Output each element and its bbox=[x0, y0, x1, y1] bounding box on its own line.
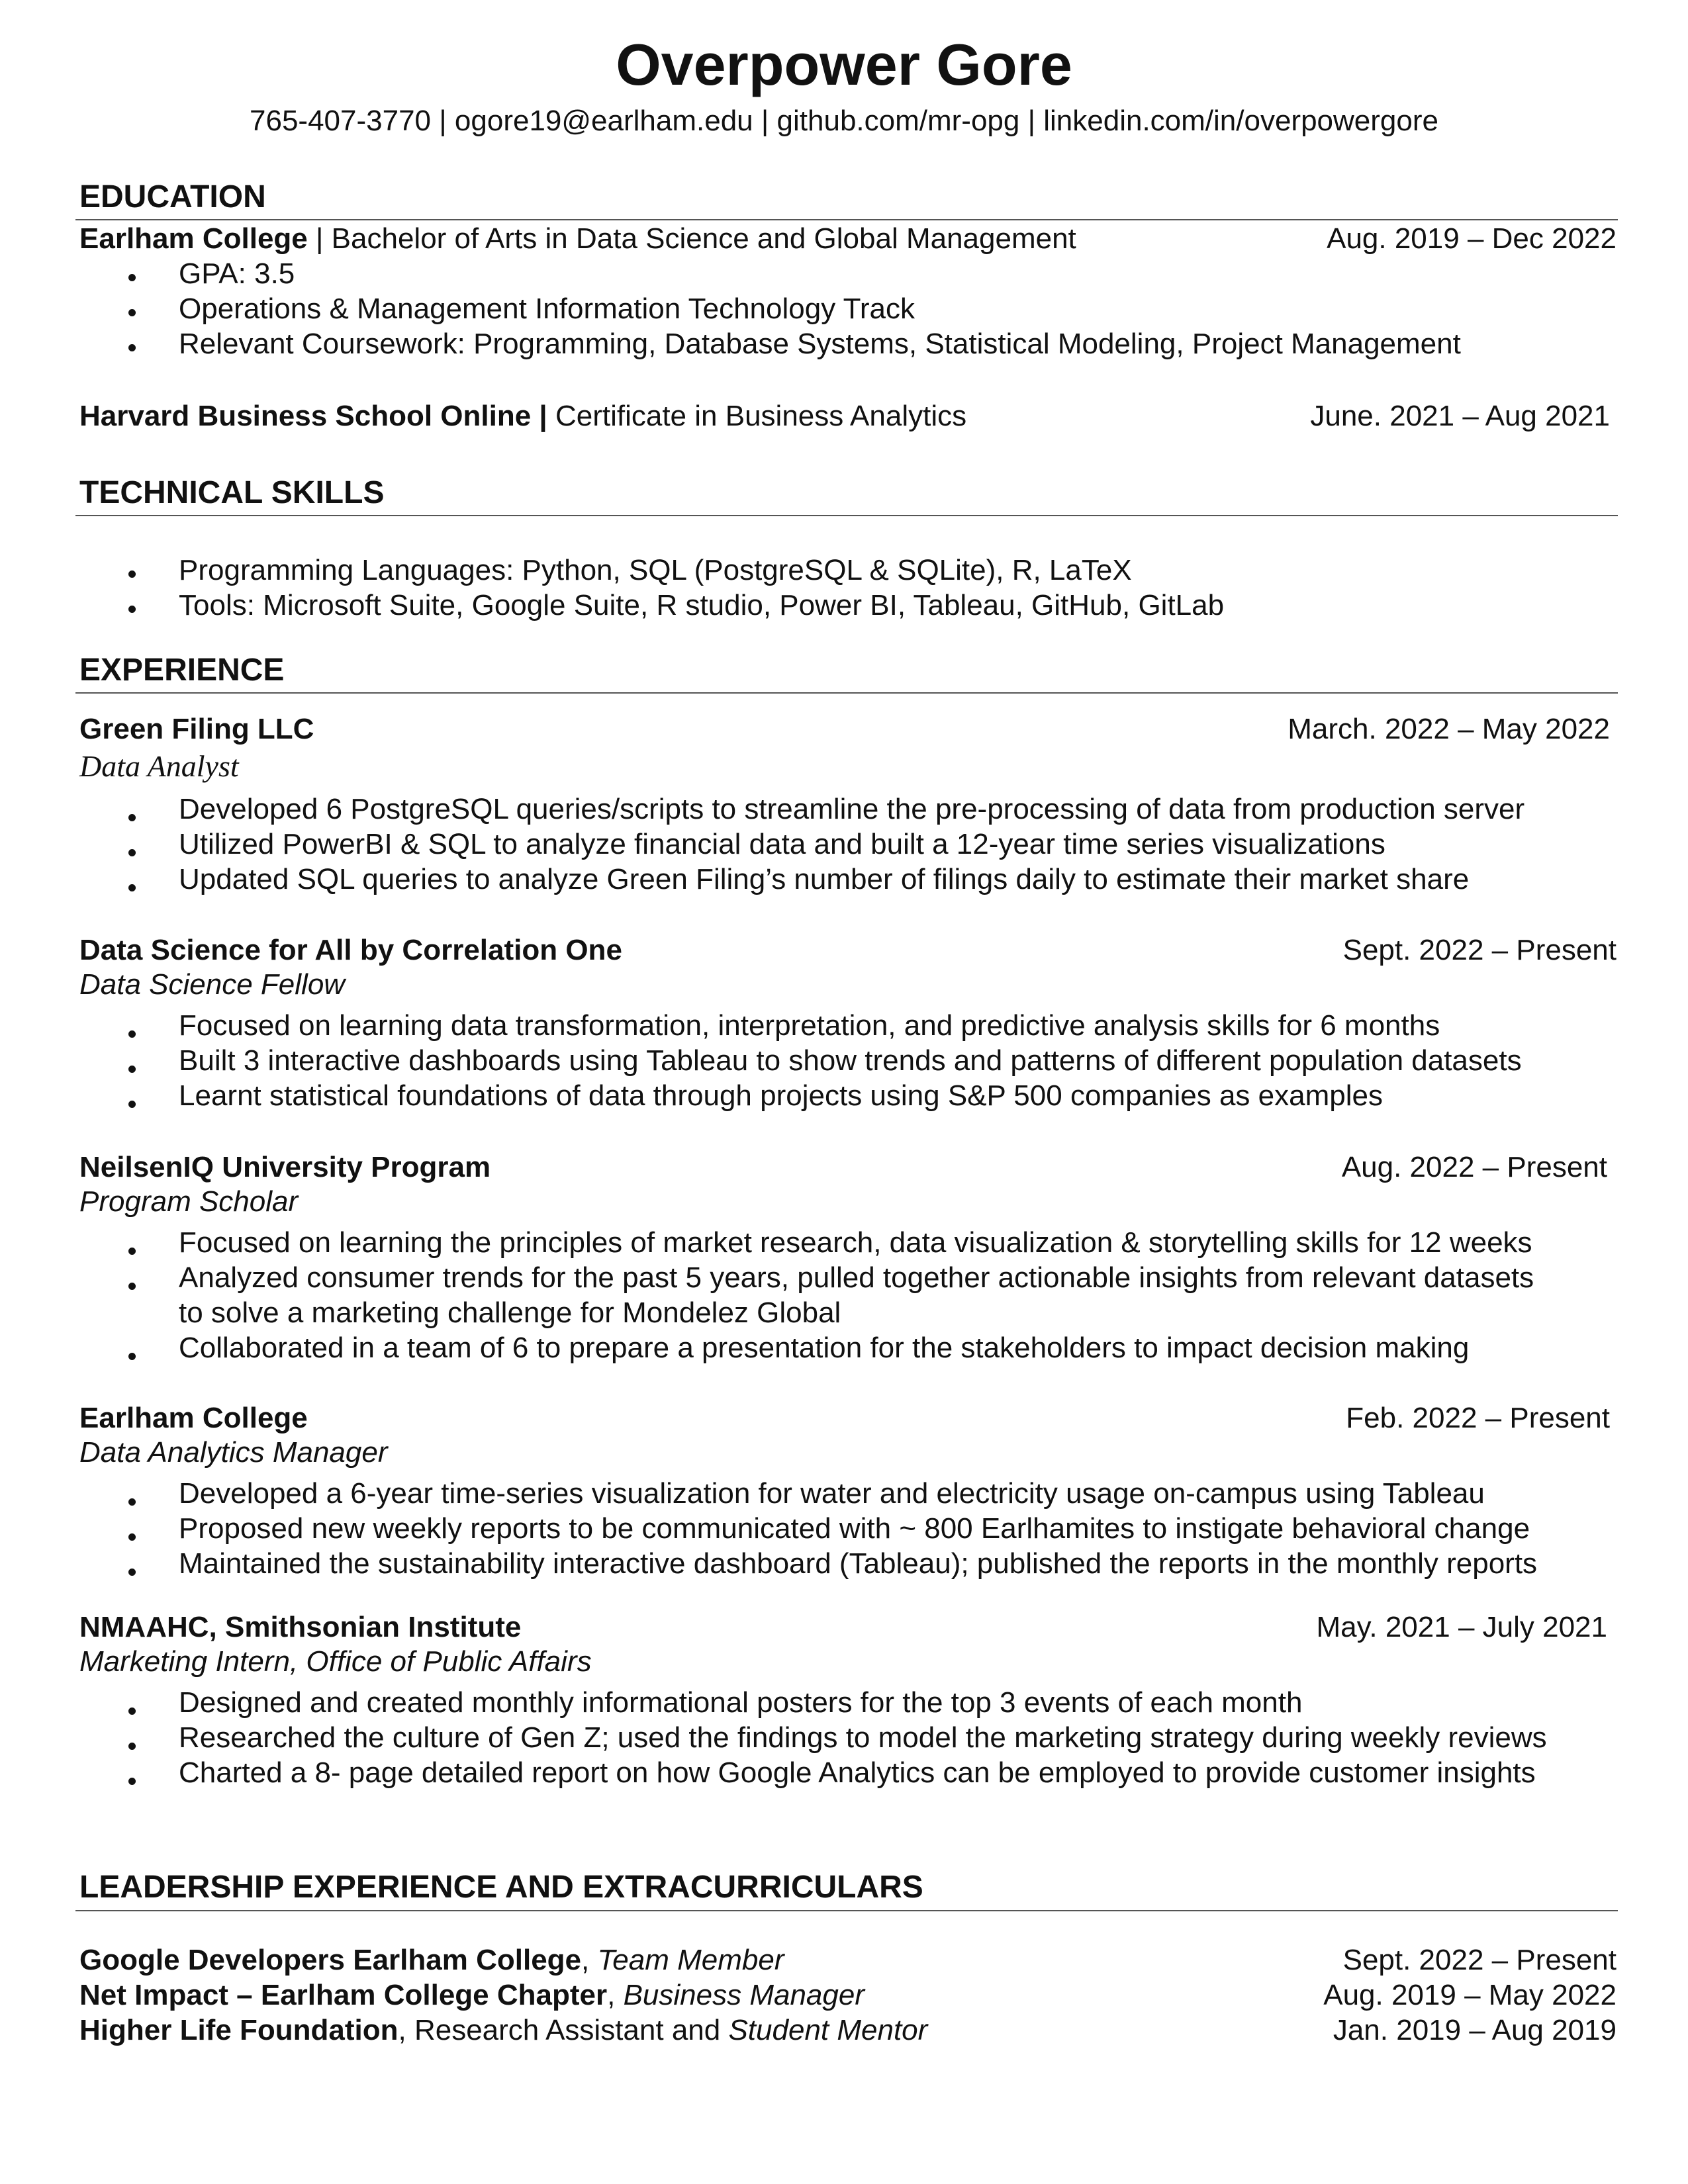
job-org: Green Filing LLC bbox=[79, 713, 314, 745]
education-school: Harvard Business School Online | bbox=[79, 400, 547, 432]
job-role: Data Analyst bbox=[79, 749, 239, 783]
list-item: Analyzed consumer trends for the past 5 years, pulled together actionable insights from relevant datasets bbox=[179, 1261, 1534, 1294]
leadership-org: Higher Life Foundation bbox=[79, 2014, 399, 2046]
leadership-divider bbox=[75, 1910, 1618, 1911]
leadership-role-italic: Business Manager bbox=[623, 1979, 865, 2011]
leadership-dates: Jan. 2019 – Aug 2019 bbox=[1333, 2014, 1617, 2046]
job-role: Data Science Fellow bbox=[79, 968, 346, 1001]
job-dates: Aug. 2022 – Present bbox=[1341, 1151, 1607, 1183]
list-item: Charted a 8- page detailed report on how Google Analytics can be employed to provide customer insights bbox=[179, 1756, 1536, 1789]
education-school: Earlham College bbox=[79, 222, 308, 255]
bullet-dot bbox=[128, 1030, 136, 1038]
bullet-dot bbox=[128, 1569, 136, 1576]
experience-heading: EXPERIENCE bbox=[79, 653, 285, 688]
job-dates: Feb. 2022 – Present bbox=[1346, 1402, 1610, 1434]
list-item: Designed and created monthly informational posters for the top 3 events of each month bbox=[179, 1686, 1303, 1719]
job-org: NMAAHC, Smithsonian Institute bbox=[79, 1611, 522, 1643]
list-item: Researched the culture of Gen Z; used the findings to model the marketing strategy during weekly reviews bbox=[179, 1721, 1547, 1754]
leadership-dates: Sept. 2022 – Present bbox=[1342, 1944, 1617, 1976]
job-org: Earlham College bbox=[79, 1402, 308, 1434]
bullet-dot bbox=[128, 344, 136, 351]
education-dates: Aug. 2019 – Dec 2022 bbox=[1327, 222, 1617, 255]
leadership-item bbox=[79, 1944, 784, 1977]
list-item: GPA: 3.5 bbox=[179, 257, 295, 290]
list-item: Maintained the sustainability interactive dashboard (Tableau); published the reports in the monthly reports bbox=[179, 1547, 1538, 1580]
candidate-name: Overpower Gore bbox=[616, 32, 1072, 97]
list-item: Utilized PowerBI & SQL to analyze financial data and built a 12-year time series visualizations bbox=[179, 828, 1385, 860]
education-earlham-line bbox=[79, 222, 1076, 255]
education-harvard-line bbox=[79, 400, 966, 433]
bullet-dot bbox=[128, 1283, 136, 1290]
leadership-sep: , bbox=[581, 1944, 598, 1976]
education-degree: Certificate in Business Analytics bbox=[547, 400, 967, 432]
bullet-dot bbox=[128, 1066, 136, 1073]
skills-divider bbox=[75, 515, 1618, 516]
education-heading: EDUCATION bbox=[79, 179, 266, 214]
list-item: Focused on learning the principles of market research, data visualization & storytelling skills for 12 weeks bbox=[179, 1226, 1532, 1259]
leadership-sep: , bbox=[398, 2014, 414, 2046]
leadership-dates: Aug. 2019 – May 2022 bbox=[1323, 1979, 1617, 2011]
leadership-org: Google Developers Earlham College bbox=[79, 1944, 582, 1976]
bullet-dot bbox=[128, 1533, 136, 1541]
education-divider bbox=[75, 219, 1618, 220]
education-dates: June. 2021 – Aug 2021 bbox=[1310, 400, 1610, 432]
list-item: Tools: Microsoft Suite, Google Suite, R studio, Power BI, Tableau, GitHub, GitLab bbox=[179, 589, 1225, 621]
leadership-role-italic: Team Member bbox=[597, 1944, 784, 1976]
contact-line: 765-407-3770 | ogore19@earlham.edu | github.com/mr-opg | linkedin.com/in/overpowergore bbox=[250, 105, 1438, 137]
list-item: Updated SQL queries to analyze Green Filing’s number of filings daily to estimate their market share bbox=[179, 863, 1470, 895]
leadership-sep: , bbox=[607, 1979, 624, 2011]
job-role: Program Scholar bbox=[79, 1185, 299, 1218]
leadership-role: Research Assistant and bbox=[414, 2014, 729, 2046]
experience-divider bbox=[75, 692, 1618, 694]
bullet-dot bbox=[128, 1248, 136, 1255]
bullet-dot bbox=[128, 1778, 136, 1785]
list-item: Proposed new weekly reports to be communicated with ~ 800 Earlhamites to instigate behavioral change bbox=[179, 1512, 1530, 1545]
skills-heading: TECHNICAL SKILLS bbox=[79, 475, 385, 510]
list-item: Learnt statistical foundations of data through projects using S&P 500 companies as examples bbox=[179, 1079, 1383, 1112]
bullet-dot bbox=[128, 1498, 136, 1506]
leadership-role-italic: Student Mentor bbox=[728, 2014, 928, 2046]
bullet-dot bbox=[128, 1353, 136, 1360]
bullet-dot bbox=[128, 849, 136, 856]
list-item: Relevant Coursework: Programming, Database Systems, Statistical Modeling, Project Management bbox=[179, 328, 1461, 360]
bullet-dot bbox=[128, 570, 136, 578]
job-role: Marketing Intern, Office of Public Affairs bbox=[79, 1645, 592, 1678]
bullet-dot bbox=[128, 1101, 136, 1108]
leadership-item bbox=[79, 2014, 927, 2047]
list-item: Built 3 interactive dashboards using Tableau to show trends and patterns of different population datasets bbox=[179, 1044, 1522, 1077]
leadership-heading: LEADERSHIP EXPERIENCE AND EXTRACURRICULARS bbox=[79, 1870, 923, 1905]
education-degree: Bachelor of Arts in Data Science and Global Management bbox=[331, 222, 1076, 255]
education-separator: | bbox=[307, 222, 332, 255]
list-item: Collaborated in a team of 6 to prepare a presentation for the stakeholders to impact decision making bbox=[179, 1332, 1470, 1364]
list-item: Focused on learning data transformation, interpretation, and predictive analysis skills for 6 months bbox=[179, 1009, 1440, 1042]
job-role: Data Analytics Manager bbox=[79, 1436, 388, 1469]
job-dates: Sept. 2022 – Present bbox=[1342, 934, 1617, 966]
job-org: NeilsenIQ University Program bbox=[79, 1151, 491, 1183]
job-dates: May. 2021 – July 2021 bbox=[1316, 1611, 1607, 1643]
list-item: Developed a 6-year time-series visualization for water and electricity usage on-campus using Tableau bbox=[179, 1477, 1485, 1510]
bullet-dot bbox=[128, 274, 136, 281]
list-item: Programming Languages: Python, SQL (PostgreSQL & SQLite), R, LaTeX bbox=[179, 554, 1132, 586]
bullet-dot bbox=[128, 606, 136, 613]
list-item: Operations & Management Information Technology Track bbox=[179, 293, 915, 325]
bullet-dot bbox=[128, 884, 136, 891]
list-item-continuation: to solve a marketing challenge for Mondelez Global bbox=[179, 1297, 841, 1329]
bullet-dot bbox=[128, 814, 136, 821]
job-org: Data Science for All by Correlation One bbox=[79, 934, 622, 966]
bullet-dot bbox=[128, 1743, 136, 1750]
leadership-item bbox=[79, 1979, 865, 2012]
leadership-org: Net Impact – Earlham College Chapter bbox=[79, 1979, 608, 2011]
bullet-dot bbox=[128, 1707, 136, 1715]
list-item: Developed 6 PostgreSQL queries/scripts to streamline the pre-processing of data from production server bbox=[179, 793, 1525, 825]
job-dates: March. 2022 – May 2022 bbox=[1288, 713, 1610, 745]
bullet-dot bbox=[128, 309, 136, 316]
